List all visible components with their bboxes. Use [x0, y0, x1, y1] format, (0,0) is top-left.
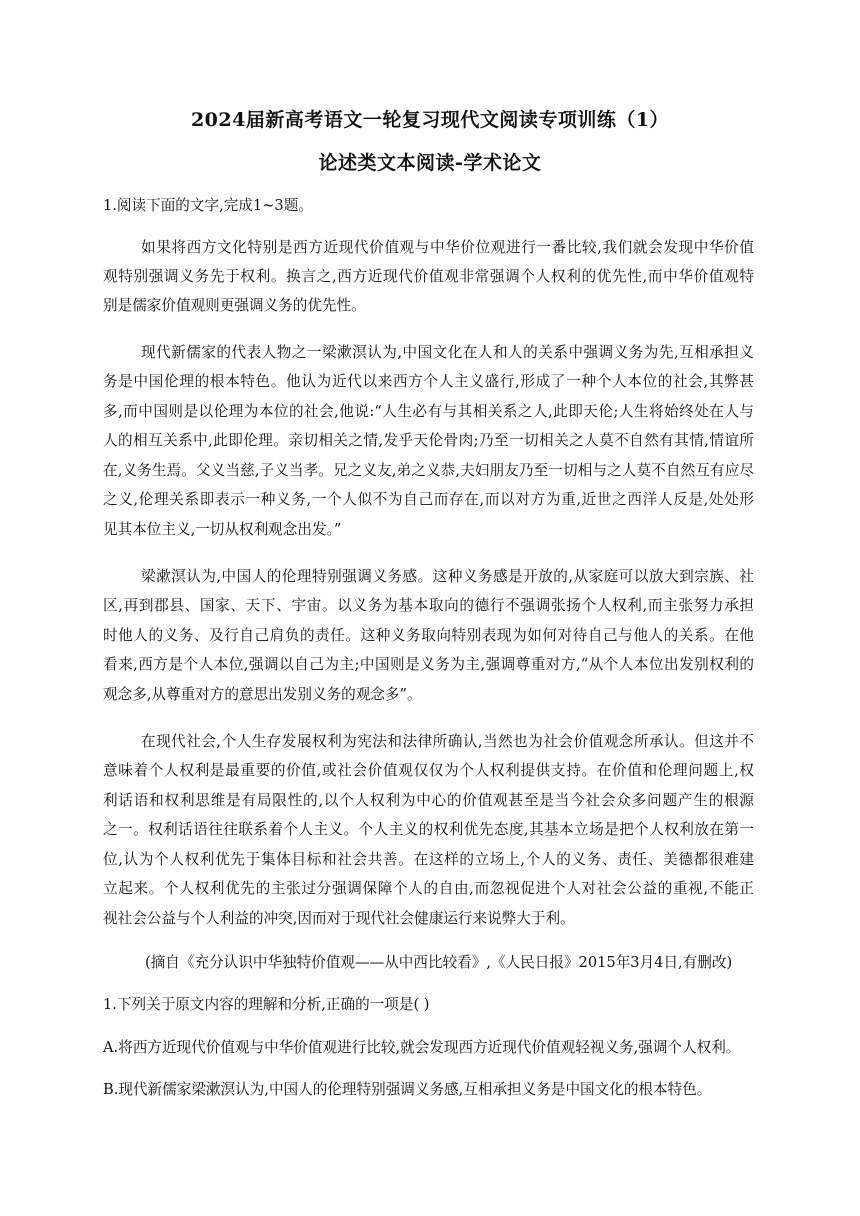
page-subtitle: 论述类文本阅读-学术论文	[318, 152, 542, 174]
paragraph-2-line-1: 现代新儒家的代表人物之一梁漱溟认为,中国文化在人和人的关系中强调义务为先,互相承担义	[141, 344, 754, 361]
paragraph-2-line-3: 多,而中国则是以伦理为本位的社会,他说:“人生必有与其相关系之人,此即天伦;人生将始终处在人与	[103, 403, 754, 420]
question-stem: 1.下列关于原文内容的理解和分析,正确的一项是( )	[103, 996, 430, 1013]
paragraph-3-line-5: 观念多,从尊重对方的意思出发别义务的观念多”。	[103, 686, 422, 703]
paragraph-4-line-2: 意味着个人权利是最重要的价值,或社会价值观仅仅为个人权利提供支持。在价值和伦理问题上,权	[103, 762, 754, 779]
paragraph-4-line-4: 之一。权利话语往往联系着个人主义。个人主义的权利优先态度,其基本立场是把个人权利放在第一	[103, 821, 754, 838]
instruction-text: 1.阅读下面的文字,完成1~3题。	[103, 197, 313, 214]
paragraph-2-line-7: 见其本位主义,一切从权利观念出发。”	[103, 521, 342, 538]
paragraph-3-line-2: 区,再到郡县、国家、天下、宇宙。以义务为基本取向的德行不强调张扬个人权利,而主张努力承担	[103, 597, 754, 614]
paragraph-4-line-3: 利话语和权利思维是有局限性的,以个人权利为中心的价值观甚至是当今社会众多问题产生的根源	[103, 792, 754, 809]
paragraph-2-line-6: 之义,伦理关系即表示一种义务,一个人似不为自己而存在,而以对方为重,近世之西洋人反是,处处形	[103, 491, 754, 508]
paragraph-3-line-3: 时他人的义务、及行自己肩负的责任。这种义务取向特别表现为如何对待自己与他人的关系。在他	[103, 627, 754, 644]
paragraph-2-line-2: 务是中国伦理的根本特色。他认为近代以来西方个人主义盛行,形成了一种个人本位的社会,其弊甚	[103, 373, 754, 390]
paragraph-4-line-5: 位,认为个人权利优先于集体目标和社会共善。在这样的立场上,个人的义务、责任、美德都很难建	[103, 851, 754, 868]
option-a: A.将西方近现代价值观与中华价值观进行比较,就会发现西方近现代价值观轻视义务,强调个人权利。	[103, 1039, 741, 1056]
paragraph-1-line-1: 如果将西方文化特别是西方近现代价值观与中华价位观进行一番比较,我们就会发现中华价值	[141, 239, 754, 256]
paragraph-2-line-4: 人的相互关系中,此即伦理。亲切相关之情,发乎天伦骨肉;乃至一切相关之人莫不自然有其情,情谊所	[103, 432, 754, 449]
paragraph-4-line-6: 立起来。个人权利优先的主张过分强调保障个人的自由,而忽视促进个人对社会公益的重视,不能正	[103, 880, 754, 897]
option-b: B.现代新儒家梁漱溟认为,中国人的伦理特别强调义务感,互相承担义务是中国文化的根本特色。	[103, 1081, 712, 1098]
paragraph-3-line-1: 梁漱溟认为,中国人的伦理特别强调义务感。这种义务感是开放的,从家庭可以放大到宗族、社	[141, 568, 754, 585]
source-citation: (摘自《充分认识中华独特价值观——从中西比较看》,《人民日报》2015年3月4日,有删改)	[145, 954, 733, 971]
paragraph-1-line-3: 别是儒家价值观则更强调义务的优先性。	[103, 297, 366, 314]
paragraph-2-line-5: 在,义务生焉。父义当慈,子义当孝。兄之义友,弟之义恭,夫妇朋友乃至一切相与之人莫不自然互有应尽	[103, 462, 754, 479]
paragraph-4-line-1: 在现代社会,个人生存发展权利为宪法和法律所确认,当然也为社会价值观念所承认。但这并不	[141, 733, 754, 750]
page-title: 2024届新高考语文一轮复习现代文阅读专项训练（1）	[190, 109, 670, 131]
paragraph-1-line-2: 观特别强调义务先于权利。换言之,西方近现代价值观非常强调个人权利的优先性,而中华价值观特	[103, 268, 754, 285]
paragraph-3-line-4: 看来,西方是个人本位,强调以自己为主;中国则是义务为主,强调尊重对方,“从个人本位出发别权利的	[103, 656, 754, 673]
paragraph-4-line-7: 视社会公益与个人利益的冲突,因而对于现代社会健康运行来说弊大于利。	[103, 910, 575, 927]
